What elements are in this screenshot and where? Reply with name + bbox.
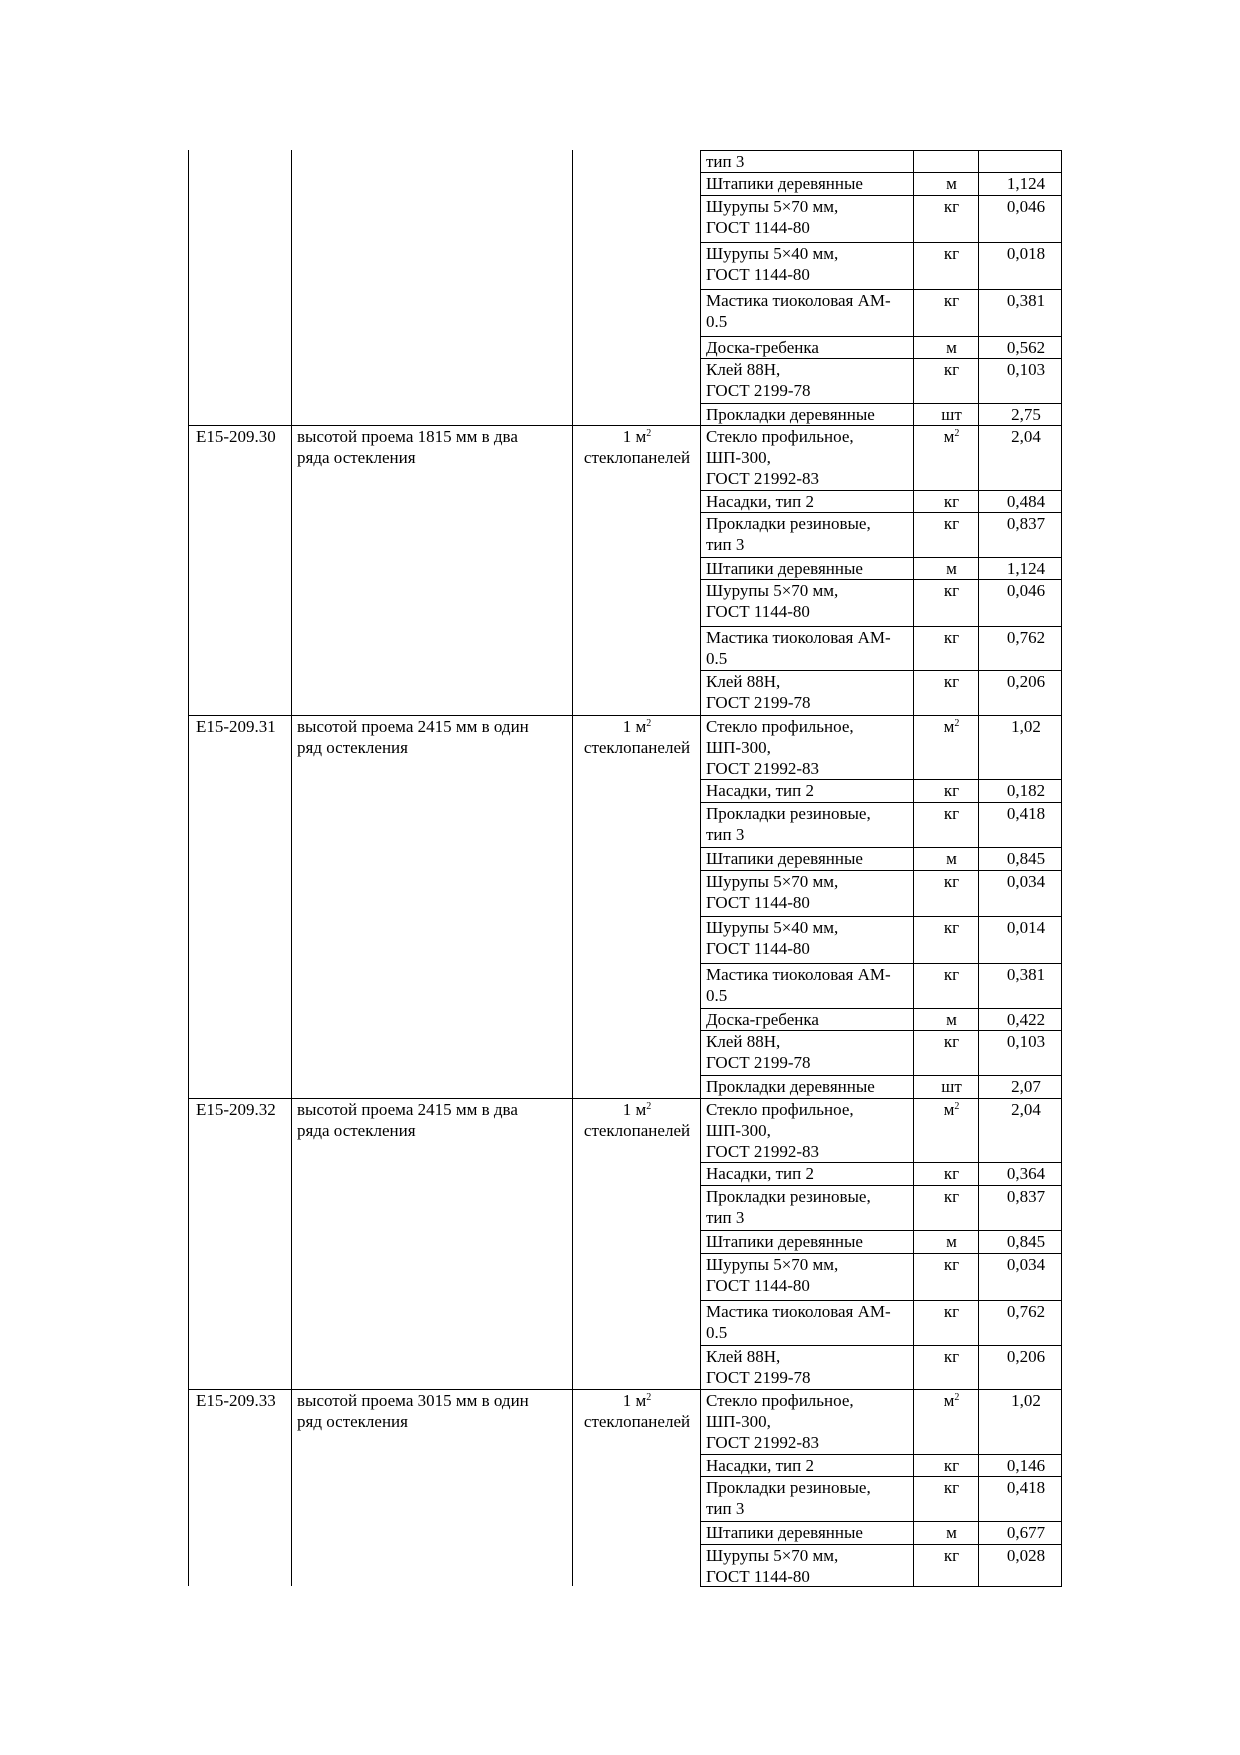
- norm-code: Е15-209.31: [196, 717, 276, 736]
- material-quantity: 1,124: [1006, 559, 1046, 578]
- material-name: Клей 88Н, ГОСТ 2199-78: [706, 1347, 811, 1387]
- column-line-name-measure-border: [572, 150, 573, 1586]
- material-quantity: 0,146: [1006, 1456, 1046, 1475]
- material-quantity: 0,103: [1006, 1032, 1046, 1051]
- material-quantity: 0,018: [1006, 244, 1046, 263]
- material-unit: кг: [943, 1302, 960, 1321]
- material-quantity: 1,124: [1006, 174, 1046, 193]
- material-unit: кг: [943, 244, 960, 263]
- material-unit: м: [946, 1010, 957, 1029]
- material-unit: [919, 1099, 984, 1120]
- material-quantity: 0,418: [1006, 1478, 1046, 1497]
- measure-base: 1 м: [622, 1100, 647, 1119]
- material-unit: кг: [943, 872, 960, 891]
- material-unit: м: [946, 559, 957, 578]
- norm-measure: [576, 1390, 698, 1432]
- material-name: Шурупы 5×70 мм, ГОСТ 1144-80: [706, 581, 839, 621]
- material-quantity: 0,028: [1006, 1546, 1046, 1565]
- norm-measure: [576, 716, 698, 758]
- material-quantity: 2,75: [1011, 405, 1041, 424]
- material-unit: кг: [943, 918, 960, 937]
- measure-base: 1 м: [622, 717, 647, 736]
- material-unit: [919, 1390, 984, 1411]
- material-quantity: 0,103: [1006, 360, 1046, 379]
- material-unit: кг: [943, 628, 960, 647]
- material-name: Штапики деревянные: [706, 849, 863, 868]
- material-name: Штапики деревянные: [706, 559, 863, 578]
- material-quantity: 0,845: [1006, 849, 1046, 868]
- material-name: Шурупы 5×70 мм, ГОСТ 1144-80: [706, 872, 839, 912]
- material-quantity: 2,07: [1011, 1077, 1041, 1096]
- material-unit: шт: [941, 1077, 962, 1096]
- material-quantity: 1,02: [1011, 1391, 1041, 1410]
- material-name: Прокладки резиновые, тип 3: [706, 1478, 871, 1518]
- unit-base: м: [943, 427, 955, 446]
- measure-exponent: 2: [646, 428, 652, 439]
- norm-measure: [576, 426, 698, 468]
- material-quantity: 0,762: [1006, 628, 1046, 647]
- material-unit: кг: [943, 781, 960, 800]
- measure-exponent: 2: [646, 718, 652, 729]
- column-line-left-border: [188, 150, 189, 1586]
- material-name: Клей 88Н, ГОСТ 2199-78: [706, 1032, 811, 1072]
- material-quantity: 0,034: [1006, 872, 1046, 891]
- material-name: Стекло профильное, ШП-300, ГОСТ 21992-83: [706, 427, 854, 488]
- measure-exponent: 2: [646, 1101, 652, 1112]
- material-quantity: 2,04: [1011, 1100, 1041, 1119]
- material-name: Насадки, тип 2: [706, 1456, 815, 1475]
- norm-measure: [576, 1099, 698, 1141]
- material-unit: кг: [943, 965, 960, 984]
- measure-label: стеклопанелей: [583, 1121, 691, 1140]
- material-quantity: 0,418: [1006, 804, 1046, 823]
- material-unit: кг: [943, 514, 960, 533]
- material-name: Стекло профильное, ШП-300, ГОСТ 21992-83: [706, 1391, 854, 1452]
- material-name: Прокладки резиновые, тип 3: [706, 804, 871, 844]
- material-unit: шт: [941, 405, 962, 424]
- material-unit: [919, 716, 984, 737]
- material-quantity: 0,422: [1006, 1010, 1046, 1029]
- material-quantity: 0,381: [1006, 965, 1046, 984]
- material-quantity: 0,762: [1006, 1302, 1046, 1321]
- material-unit: м: [946, 849, 957, 868]
- material-unit: кг: [943, 360, 960, 379]
- material-name: Шурупы 5×40 мм, ГОСТ 1144-80: [706, 918, 839, 958]
- unit-exponent: 2: [954, 718, 960, 729]
- norm-description: высотой проема 1815 мм в два ряда остекления: [297, 427, 518, 467]
- unit-exponent: 2: [954, 1392, 960, 1403]
- norm-description: высотой проема 3015 мм в один ряд остекления: [297, 1391, 529, 1431]
- material-name: Шурупы 5×70 мм, ГОСТ 1144-80: [706, 1546, 839, 1586]
- unit-base: м: [943, 1100, 955, 1119]
- material-name: Мастика тиоколовая АМ- 0.5: [706, 1302, 891, 1342]
- norm-code: Е15-209.32: [196, 1100, 276, 1119]
- material-name: Мастика тиоколовая АМ- 0.5: [706, 628, 891, 668]
- material-quantity: 0,381: [1006, 291, 1046, 310]
- norm-description: высотой проема 2415 мм в один ряд остекления: [297, 717, 529, 757]
- material-unit: кг: [943, 1546, 960, 1565]
- measure-exponent: 2: [646, 1392, 652, 1403]
- material-quantity: 0,562: [1006, 338, 1046, 357]
- material-quantity: 0,014: [1006, 918, 1046, 937]
- material-unit: кг: [943, 492, 960, 511]
- material-unit: кг: [943, 197, 960, 216]
- measure-base: 1 м: [622, 427, 647, 446]
- material-quantity: 0,364: [1006, 1164, 1046, 1183]
- measure-base: 1 м: [622, 1391, 647, 1410]
- material-name: Доска-гребенка: [706, 1010, 819, 1029]
- unit-base: м: [943, 1391, 955, 1410]
- material-unit: кг: [943, 672, 960, 691]
- measure-label: стеклопанелей: [583, 448, 691, 467]
- material-quantity: 1,02: [1011, 717, 1041, 736]
- unit-exponent: 2: [954, 1101, 960, 1112]
- material-name: тип 3: [706, 152, 745, 171]
- material-name: Прокладки резиновые, тип 3: [706, 1187, 871, 1227]
- material-quantity: 0,837: [1006, 1187, 1046, 1206]
- material-unit: м: [946, 338, 957, 357]
- material-name: Штапики деревянные: [706, 1232, 863, 1251]
- material-name: Прокладки резиновые, тип 3: [706, 514, 871, 554]
- material-name: Штапики деревянные: [706, 1523, 863, 1542]
- material-name: Мастика тиоколовая АМ- 0.5: [706, 291, 891, 331]
- material-name: Прокладки деревянные: [706, 1077, 875, 1096]
- unit-base: м: [943, 717, 955, 736]
- material-name: Клей 88Н, ГОСТ 2199-78: [706, 360, 811, 400]
- norm-code: Е15-209.30: [196, 427, 276, 446]
- material-quantity: 0,034: [1006, 1255, 1046, 1274]
- material-unit: кг: [943, 1478, 960, 1497]
- material-quantity: 0,206: [1006, 1347, 1046, 1366]
- material-unit: кг: [943, 291, 960, 310]
- material-unit: кг: [943, 804, 960, 823]
- material-unit: кг: [943, 1456, 960, 1475]
- material-quantity: 0,845: [1006, 1232, 1046, 1251]
- material-unit: кг: [943, 1164, 960, 1183]
- material-name: Прокладки деревянные: [706, 405, 875, 424]
- material-name: Шурупы 5×40 мм, ГОСТ 1144-80: [706, 244, 839, 284]
- material-quantity: 0,484: [1006, 492, 1046, 511]
- material-quantity: 0,182: [1006, 781, 1046, 800]
- material-name: Стекло профильное, ШП-300, ГОСТ 21992-83: [706, 717, 854, 778]
- material-name: Клей 88Н, ГОСТ 2199-78: [706, 672, 811, 712]
- material-unit: кг: [943, 1032, 960, 1051]
- material-name: Стекло профильное, ШП-300, ГОСТ 21992-83: [706, 1100, 854, 1161]
- material-quantity: 0,677: [1006, 1523, 1046, 1542]
- material-quantity: 0,046: [1006, 581, 1046, 600]
- material-quantity: 0,837: [1006, 514, 1046, 533]
- norm-description: высотой проема 2415 мм в два ряда остекления: [297, 1100, 518, 1140]
- material-quantity: 2,04: [1011, 427, 1041, 446]
- material-unit: м: [946, 174, 957, 193]
- material-name: Доска-гребенка: [706, 338, 819, 357]
- material-unit: кг: [943, 581, 960, 600]
- material-quantity: 0,206: [1006, 672, 1046, 691]
- material-name: Насадки, тип 2: [706, 1164, 815, 1183]
- material-unit: м: [946, 1523, 957, 1542]
- column-line-code-name-border: [291, 150, 292, 1586]
- material-name: Шурупы 5×70 мм, ГОСТ 1144-80: [706, 197, 839, 237]
- material-unit: [919, 426, 984, 447]
- material-name: Мастика тиоколовая АМ- 0.5: [706, 965, 891, 1005]
- unit-exponent: 2: [954, 428, 960, 439]
- measure-label: стеклопанелей: [583, 1412, 691, 1431]
- norm-code: Е15-209.33: [196, 1391, 276, 1410]
- material-unit: кг: [943, 1347, 960, 1366]
- column-line-measure-material-border: [700, 150, 701, 1586]
- material-unit: м: [946, 1232, 957, 1251]
- measure-label: стеклопанелей: [583, 738, 691, 757]
- material-name: Шурупы 5×70 мм, ГОСТ 1144-80: [706, 1255, 839, 1295]
- material-name: Штапики деревянные: [706, 174, 863, 193]
- material-name: Насадки, тип 2: [706, 781, 815, 800]
- material-unit: кг: [943, 1255, 960, 1274]
- material-unit: кг: [943, 1187, 960, 1206]
- material-quantity: 0,046: [1006, 197, 1046, 216]
- material-name: Насадки, тип 2: [706, 492, 815, 511]
